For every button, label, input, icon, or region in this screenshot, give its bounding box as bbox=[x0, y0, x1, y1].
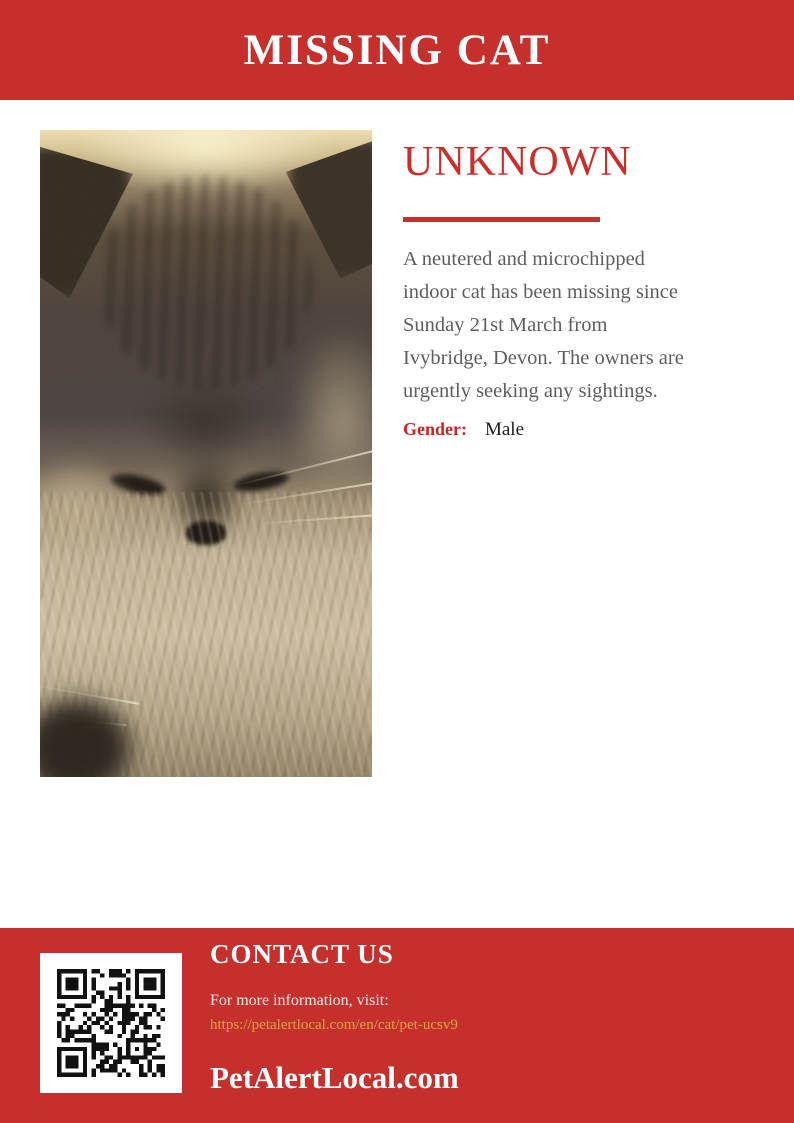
pet-page-link[interactable]: https://petalertlocal.com/en/cat/pet-ucsv9 bbox=[210, 1017, 458, 1033]
site-name: PetAlertLocal.com bbox=[210, 1060, 459, 1095]
title-divider bbox=[403, 217, 600, 222]
contact-section bbox=[210, 939, 459, 1096]
gender-row bbox=[403, 419, 754, 441]
header-banner bbox=[0, 0, 794, 100]
cat-photo bbox=[40, 130, 372, 777]
pet-details bbox=[403, 138, 754, 441]
footer-banner bbox=[0, 928, 794, 1123]
contact-heading: CONTACT US bbox=[210, 939, 394, 969]
contact-info-label: For more information, visit: bbox=[210, 992, 389, 1009]
poster-title: MISSING CAT bbox=[243, 26, 551, 74]
gender-value: Male bbox=[484, 419, 525, 440]
gender-label: Gender: bbox=[403, 419, 467, 439]
photo-grain-texture bbox=[40, 130, 372, 777]
pet-description: A neutered and microchipped indoor cat has been missing since Sunday 21st March from Ivybridge, Devon. The owners are urgently seeking any sightings. bbox=[403, 248, 684, 402]
qr-code bbox=[57, 969, 165, 1077]
qr-card bbox=[40, 953, 182, 1093]
pet-name: UNKNOWN bbox=[403, 139, 632, 185]
